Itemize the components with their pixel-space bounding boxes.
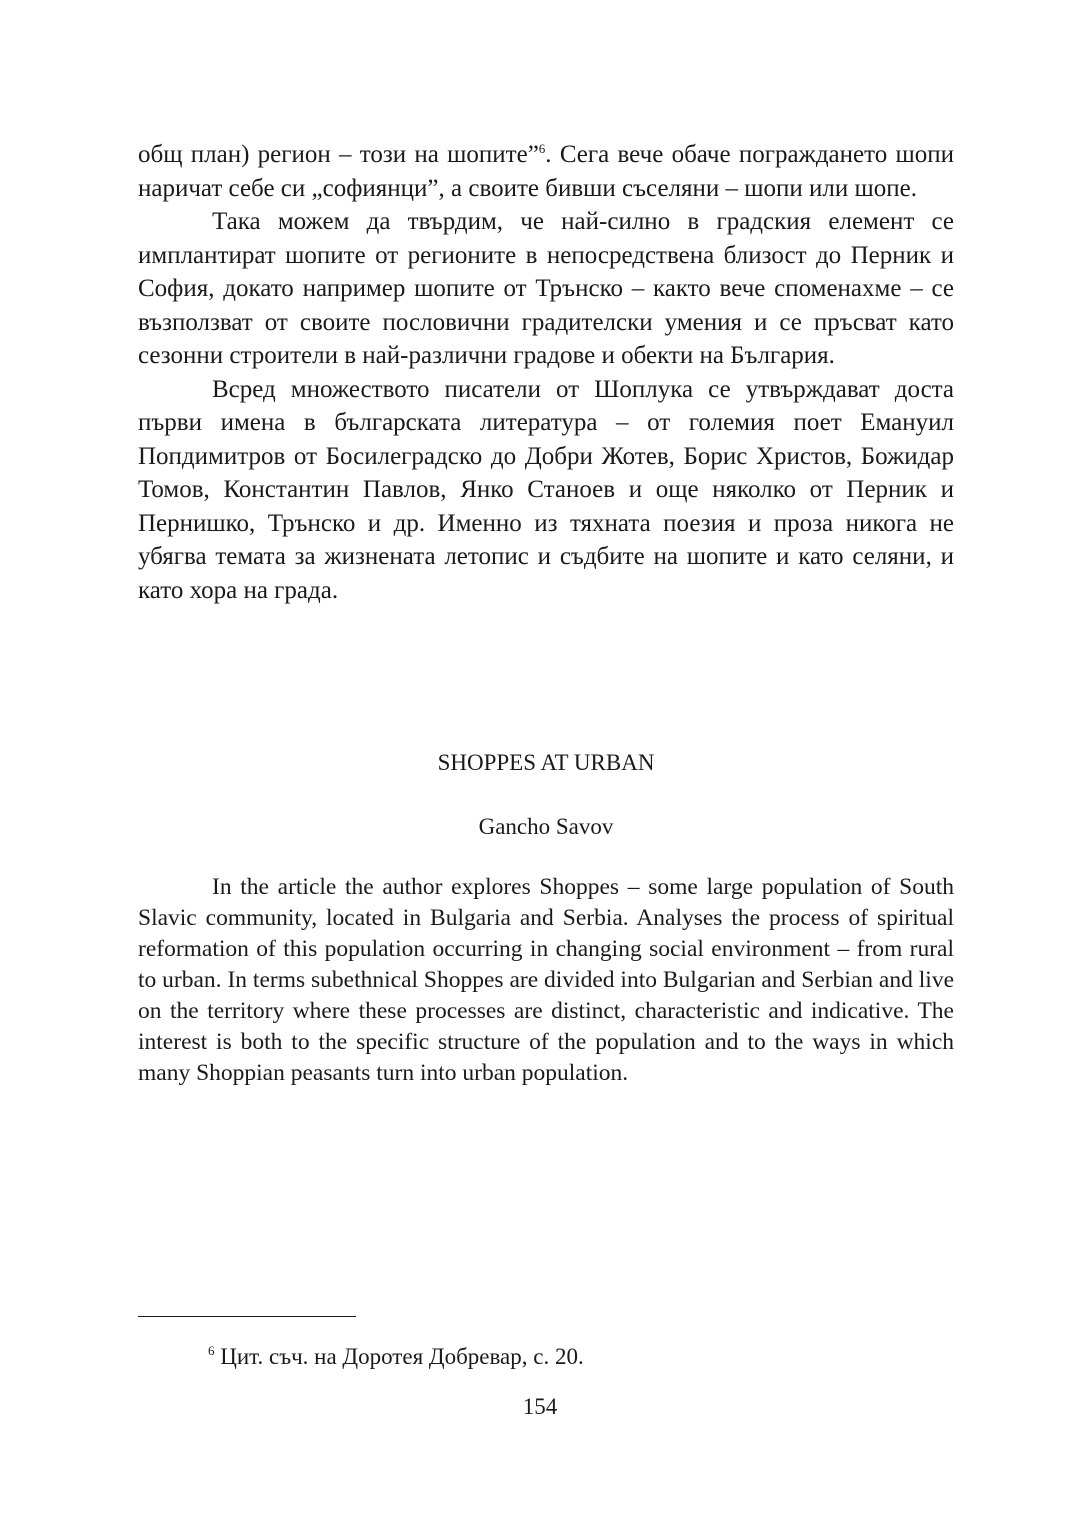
paragraph-1-start: общ план) регион – този на шопите” bbox=[138, 141, 539, 168]
bulgarian-body bbox=[138, 138, 954, 607]
footnote-number: 6 bbox=[208, 1343, 215, 1358]
summary-title: SHOPPES AT URBAN bbox=[437, 750, 655, 775]
paragraph-3: Всред множеството писатели от Шоплука се утвърждават доста първи имена в българската литература – от големия поет Емануил Попдимитров от Босилеградско до Добри Жотев, Борис Христов, Божидар Томов, Константин Павлов, Янко Станоев и още няколко от Перник и Пернишко, Трънско и др. Именно из тяхната поезия и проза никога не убягва темата за жизнената летопис и съдбите на шопите и като селяни, и като хора на града. bbox=[138, 375, 954, 604]
footnote bbox=[208, 1342, 584, 1372]
page-number: 154 bbox=[522, 1394, 558, 1419]
summary-abstract: In the article the author explores Shoppes – some large population of South Slavic community, located in Bulgaria and Serbia. Analyses the process of spiritual reformation of this population occurring in changing social environment – from rural to urban. In terms subethnical Shoppes are divided into Bulgarian and Serbian and live on the territory where these processes are distinct, characteristic and indicative. The interest is both to the specific structure of the population and to the ways in which many Shoppian peasants turn into urban population. bbox=[138, 874, 954, 1086]
summary-author: Gancho Savov bbox=[478, 814, 614, 839]
footnote-reference[interactable]: 6 bbox=[538, 141, 546, 156]
paragraph-1-end: . Сега вече обаче пограждането шопи наричат себе си „софиянци”, а своите бивши съселяни – шопи или шопе. bbox=[138, 141, 954, 202]
paragraph-2: Така можем да твърдим, че най-силно в градския елемент се имплантират шопите от регионите в непосредствена близост до Перник и София, докато например шопите от Трънско – както вече споменахме – се възползват от своите пословични градителски умения и се пръсват като сезонни строители в най-различни градове и обекти на България. bbox=[138, 208, 954, 369]
paragraph-1 bbox=[138, 138, 954, 205]
footnote-divider bbox=[138, 1316, 356, 1317]
footnote-text: Цит. съч. на Доротея Добревар, с. 20. bbox=[214, 1344, 584, 1369]
